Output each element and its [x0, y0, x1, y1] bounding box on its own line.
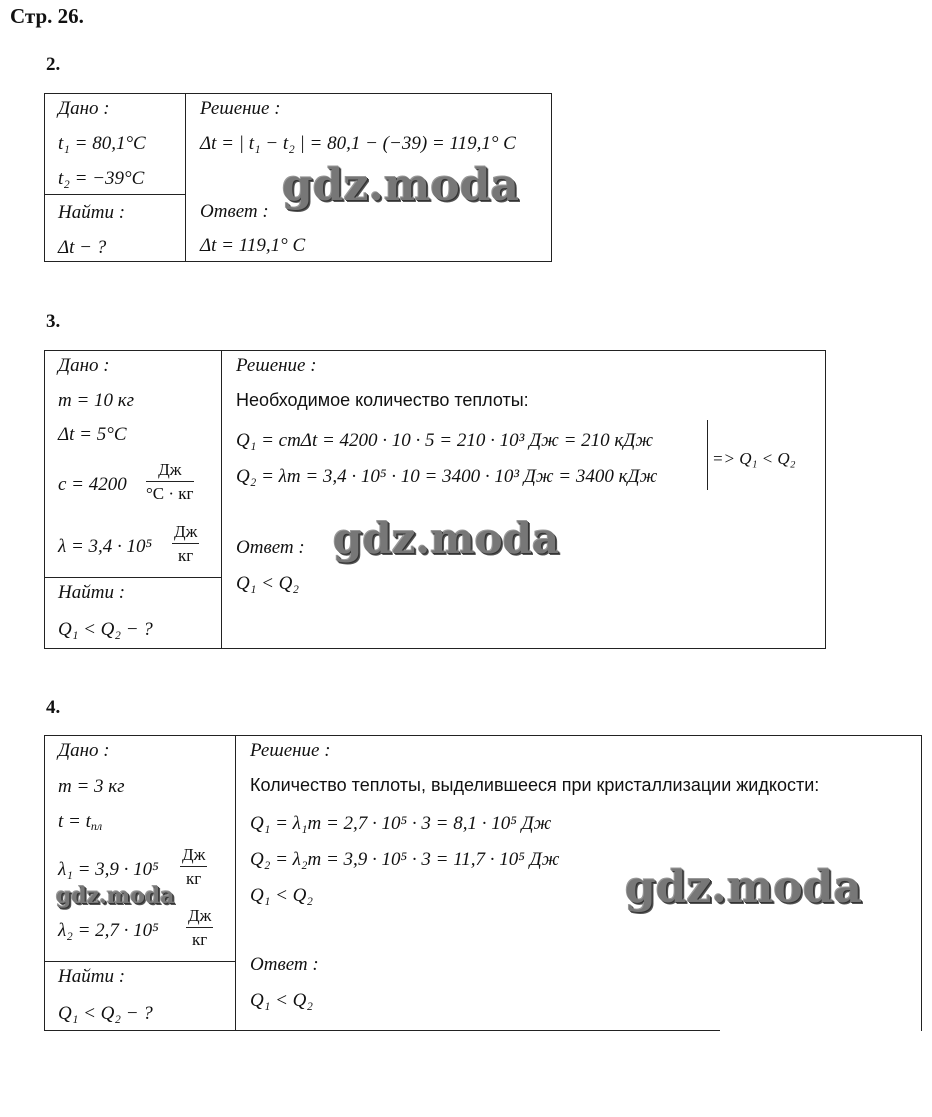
problem-4-lambda2-unit — [186, 907, 213, 948]
problem-2-solution-eq: Δt = | t₁ − t₂ | = 80,1 − (−39) = 119,1° C — [200, 133, 516, 154]
problem-4-lambda1-unit — [180, 846, 207, 887]
problem-3-given-c: c = 4200 — [58, 474, 127, 495]
problem-3-divider — [221, 350, 222, 649]
problem-4-top-border — [44, 735, 922, 736]
watermark-logo: gdz.moda — [282, 160, 520, 211]
problem-3-find-separator — [44, 577, 221, 578]
problem-2-find-separator — [44, 194, 185, 195]
problem-4-intro: Количество теплоты, выделившееся при кристаллизации жидкости: — [250, 775, 820, 795]
problem-4-given-t — [58, 812, 102, 832]
problem-4-compare: Q₁ < Q₂ — [250, 885, 313, 906]
problem-4-find-separator — [44, 961, 235, 962]
problem-3-given-label: Дано : — [58, 355, 110, 376]
problem-4-bottom-border — [44, 1030, 720, 1031]
problem-2-answer-value: Δt = 119,1° C — [200, 235, 306, 256]
problem-4-find-label: Найти : — [58, 966, 126, 987]
problem-4-given-t-sub: пл — [90, 819, 103, 833]
problem-4-given-m: m = 3 кг — [58, 776, 125, 797]
problem-2-solution-label: Решение : — [200, 98, 281, 119]
problem-4-given-lambda2: λ₂ = 2,7 · 10⁵ — [58, 920, 159, 941]
problem-4-find-value: Q₁ < Q₂ − ? — [58, 1003, 153, 1024]
problem-4-lambda1-unit-den: кг — [186, 869, 202, 888]
problem-3-given-lambda: λ = 3,4 · 10⁵ — [58, 536, 153, 557]
problem-4-divider — [235, 735, 236, 1031]
problem-3-c-unit — [146, 461, 194, 502]
problem-4-number: 4. — [46, 697, 61, 718]
problem-2-given-t1: t₁ = 80,1°C — [58, 133, 146, 154]
problem-3-bracket — [707, 420, 708, 490]
problem-2-given-t2: t₂ = −39°C — [58, 168, 145, 189]
problem-4-lambda1-unit-num: Дж — [180, 846, 207, 867]
problem-2-divider — [185, 93, 186, 262]
problem-2-number: 2. — [46, 54, 61, 75]
problem-4-lambda2-unit-num: Дж — [186, 907, 213, 928]
problem-2-answer-label: Ответ : — [200, 201, 269, 222]
problem-3-eq1: Q₁ = cmΔt = 4200 · 10 · 5 = 210 · 10³ Дж = 210 кДж — [236, 430, 654, 451]
problem-4-answer-label: Ответ : — [250, 954, 319, 975]
problem-3-answer-value: Q₁ < Q₂ — [236, 573, 299, 594]
problem-4-given-t-main: t = t — [58, 811, 91, 832]
problem-2-find-value: Δt − ? — [58, 237, 107, 258]
problem-2-find-label: Найти : — [58, 202, 126, 223]
problem-4-eq2: Q₂ = λ₂m = 3,9 · 10⁵ · 3 = 11,7 · 10⁵ Дж — [250, 849, 560, 870]
watermark-logo: gdz.moda — [56, 883, 175, 909]
problem-4-right-border — [921, 735, 922, 1031]
problem-3-lambda-unit-num: Дж — [172, 523, 199, 544]
problem-3-given-dt: Δt = 5°C — [58, 424, 127, 445]
problem-4-given-label: Дано : — [58, 740, 110, 761]
watermark-logo: gdz.moda — [625, 862, 863, 913]
problem-4-solution-label: Решение : — [250, 740, 331, 761]
problem-2-given-label: Дано : — [58, 98, 110, 119]
problem-3-c-unit-den: °C · кг — [146, 484, 194, 503]
problem-3-find-label: Найти : — [58, 582, 126, 603]
problem-4-left-border — [44, 735, 45, 1031]
problem-3-c-unit-num: Дж — [146, 461, 194, 482]
problem-3-number: 3. — [46, 311, 61, 332]
problem-4-answer-value: Q₁ < Q₂ — [250, 990, 313, 1011]
watermark-logo: gdz.moda — [333, 514, 560, 563]
problem-3-lambda-unit-den: кг — [178, 546, 194, 565]
problem-3-find-value: Q₁ < Q₂ − ? — [58, 619, 153, 640]
problem-3-conclusion: => Q₁ < Q₂ — [712, 449, 796, 468]
problem-3-intro: Необходимое количество теплоты: — [236, 390, 529, 410]
problem-4-eq1: Q₁ = λ₁m = 2,7 · 10⁵ · 3 = 8,1 · 10⁵ Дж — [250, 813, 552, 834]
page-title: Стр. 26. — [10, 4, 84, 28]
problem-3-answer-label: Ответ : — [236, 537, 305, 558]
problem-4-lambda2-unit-den: кг — [192, 930, 208, 949]
problem-4-given-lambda1: λ₁ = 3,9 · 10⁵ — [58, 859, 159, 880]
problem-3-eq2: Q₂ = λm = 3,4 · 10⁵ · 10 = 3400 · 10³ Дж = 3400 кДж — [236, 466, 658, 487]
problem-3-lambda-unit — [172, 523, 199, 564]
problem-3-given-m: m = 10 кг — [58, 390, 135, 411]
problem-3-solution-label: Решение : — [236, 355, 317, 376]
